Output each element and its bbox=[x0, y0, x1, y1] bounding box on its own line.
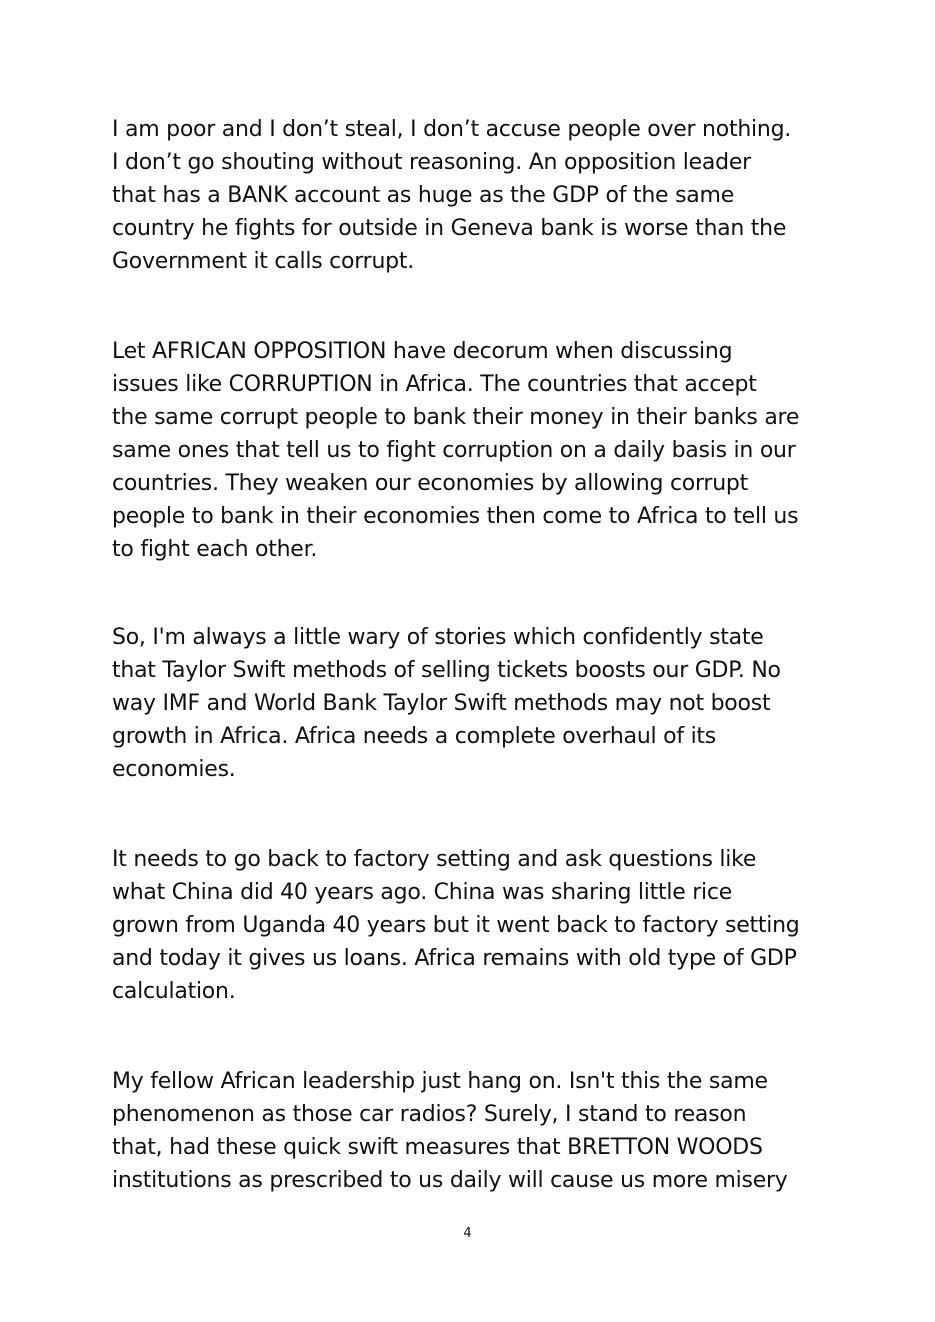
text-line: I don’t go shouting without reasoning. An opposition leader bbox=[112, 150, 751, 175]
text-line: grown from Uganda 40 years but it went back to factory setting bbox=[112, 913, 800, 938]
text-line: I am poor and I don’t steal, I don’t accuse people over nothing. bbox=[112, 117, 792, 142]
paragraph-poverty-and-opposition bbox=[112, 113, 832, 278]
text-line: growth in Africa. Africa needs a complete overhaul of its bbox=[112, 724, 717, 749]
paragraph-taylor-swift-gdp bbox=[112, 621, 832, 786]
text-line: So, I'm always a little wary of stories which confidently state bbox=[112, 625, 764, 650]
text-line: Government it calls corrupt. bbox=[112, 249, 414, 274]
text-line: economies. bbox=[112, 757, 236, 782]
text-line: country he fights for outside in Geneva bank is worse than the bbox=[112, 216, 787, 241]
text-line: what China did 40 years ago. China was sharing little rice bbox=[112, 880, 733, 905]
text-line: My fellow African leadership just hang on. Isn't this the same bbox=[112, 1069, 768, 1094]
text-line: way IMF and World Bank Taylor Swift methods may not boost bbox=[112, 691, 771, 716]
text-line: calculation. bbox=[112, 979, 236, 1004]
text-line: institutions as prescribed to us daily will cause us more misery bbox=[112, 1168, 788, 1193]
text-line: to fight each other. bbox=[112, 537, 318, 562]
paragraph-factory-setting bbox=[112, 843, 832, 1008]
paragraph-african-leadership bbox=[112, 1065, 832, 1197]
text-line: Let AFRICAN OPPOSITION have decorum when discussing bbox=[112, 339, 733, 364]
text-line: It needs to go back to factory setting and ask questions like bbox=[112, 847, 757, 872]
text-line: and today it gives us loans. Africa remains with old type of GDP bbox=[112, 946, 797, 971]
text-line: phenomenon as those car radios? Surely, I stand to reason bbox=[112, 1102, 747, 1127]
text-line: that Taylor Swift methods of selling tickets boosts our GDP. No bbox=[112, 658, 781, 683]
text-line: people to bank in their economies then come to Africa to tell us bbox=[112, 504, 799, 529]
paragraph-corruption-decorum bbox=[112, 335, 832, 566]
text-line: the same corrupt people to bank their money in their banks are bbox=[112, 405, 800, 430]
text-line: that, had these quick swift measures that BRETTON WOODS bbox=[112, 1135, 763, 1160]
text-line: same ones that tell us to fight corruption on a daily basis in our bbox=[112, 438, 796, 463]
page-number: 4 bbox=[463, 1226, 472, 1241]
text-line: that has a BANK account as huge as the GDP of the same bbox=[112, 183, 734, 208]
text-line: countries. They weaken our economies by allowing corrupt bbox=[112, 471, 748, 496]
text-line: issues like CORRUPTION in Africa. The countries that accept bbox=[112, 372, 757, 397]
